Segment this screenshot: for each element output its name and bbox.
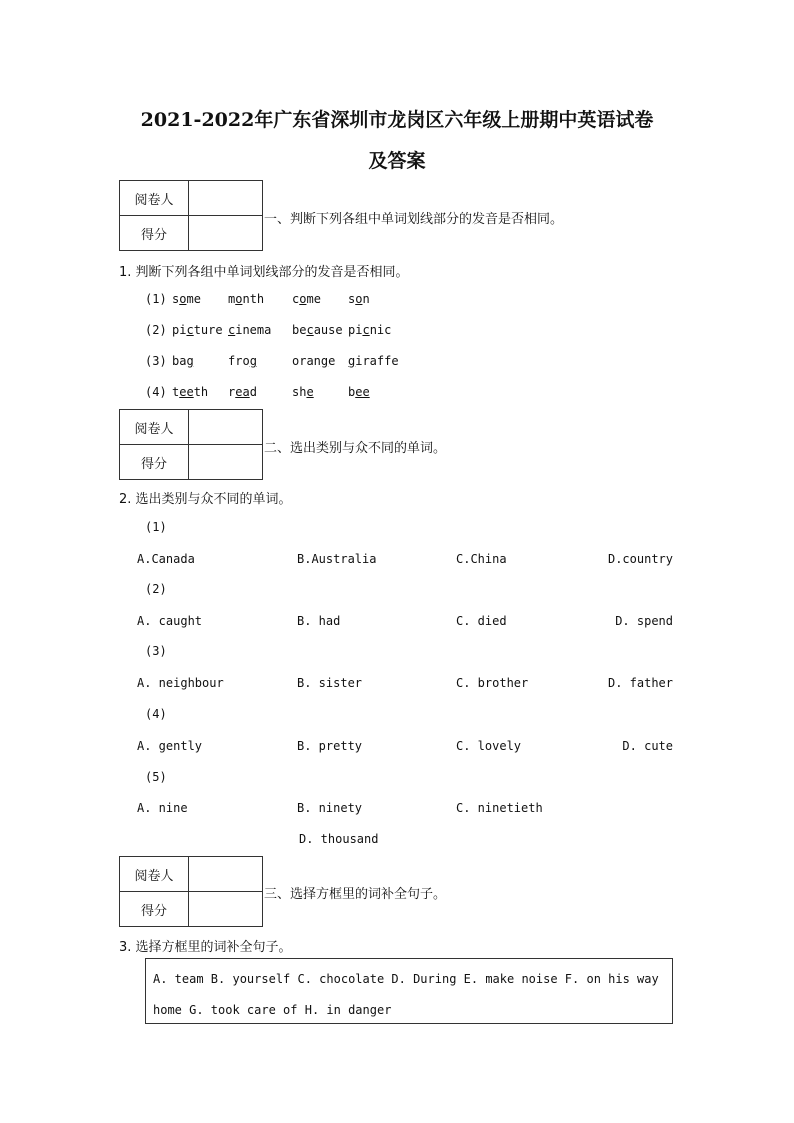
word: some [172,292,201,306]
question-stem: 3. 选择方框里的词补全句子。 [119,940,292,955]
underlined-letters: ee [179,385,194,399]
word: read [228,385,257,399]
underlined-letters: o [355,292,363,306]
word: teeth [172,385,209,399]
score-box [119,856,263,927]
reviewer-cell[interactable] [189,857,263,892]
section-heading: 二、选出类别与众不同的单词。 [264,441,447,456]
choice-option[interactable]: C. lovely [456,739,522,753]
choice-option[interactable]: D. spend [615,614,673,628]
choice-option[interactable]: A.Canada [137,552,195,566]
section-heading: 一、判断下列各组中单词划线部分的发音是否相同。 [264,212,564,227]
underlined-letters: g [186,354,194,368]
underlined-letters: ea [235,385,250,399]
choice-option[interactable]: C. brother [456,676,529,690]
item-number: (5) [145,770,167,784]
section-heading: 三、选择方框里的词补全句子。 [264,887,447,902]
word: cinema [228,323,272,337]
item-number: (3) [145,644,167,658]
choice-option[interactable]: A. caught [137,614,203,628]
item-number: (2) [145,323,167,337]
choice-option[interactable]: C. ninetieth [456,801,543,815]
underlined-letters: c [306,323,314,337]
score-box [119,180,263,251]
word: frog [228,354,257,368]
underlined-letters: c [228,323,236,337]
choice-option[interactable]: B. had [297,614,341,628]
question-stem: 1. 判断下列各组中单词划线部分的发音是否相同。 [119,265,409,280]
underlined-letters: g [320,354,329,368]
word-bank-line: A. team B. yourself C. chocolate D. During E. make noise F. on his way [153,972,659,986]
word: picnic [348,323,392,337]
underlined-letters: ee [355,385,370,399]
underlined-letters: c [362,323,370,337]
choice-option[interactable]: A. nine [137,801,188,815]
score-box [119,409,263,480]
item-number: (1) [145,520,167,534]
choice-option[interactable]: B. pretty [297,739,363,753]
underlined-letters: o [299,292,307,306]
underlined-letters: o [179,292,187,306]
underlined-letters: g [249,354,257,368]
choice-option[interactable]: A. neighbour [137,676,224,690]
word-bank-box [145,958,673,1024]
word: come [292,292,321,306]
score-cell[interactable] [189,892,263,927]
word: giraffe [348,354,399,368]
choice-option[interactable]: D. thousand [299,832,379,846]
item-number: (4) [145,707,167,721]
choice-option[interactable]: D.country [607,552,673,566]
score-label: 得分 [120,445,189,480]
word: she [292,385,314,399]
item-number: (1) [145,292,167,306]
word: picture [172,323,223,337]
question-stem: 2. 选出类别与众不同的单词。 [119,492,292,507]
score-label: 得分 [120,216,189,251]
choice-option[interactable]: C.China [456,552,507,566]
document-title: 2021-2022年广东省深圳市龙岗区六年级上册期中英语试卷 [140,109,654,131]
underlined-letters: o [235,292,243,306]
word: bag [172,354,194,368]
underlined-letters: g [348,354,356,368]
word: month [228,292,265,306]
document-title-line2: 及答案 [368,150,426,172]
item-number: (3) [145,354,167,368]
choice-option[interactable]: B. sister [297,676,363,690]
word: orange [292,354,336,368]
item-number: (2) [145,582,167,596]
choice-option[interactable]: D. cute [622,739,673,753]
underlined-letters: e [306,385,314,399]
word: because [292,323,343,337]
score-cell[interactable] [189,445,263,480]
choice-option[interactable]: A. gently [137,739,203,753]
reviewer-label: 阅卷人 [120,410,189,445]
underlined-letters: c [186,323,194,337]
score-label: 得分 [120,892,189,927]
reviewer-label: 阅卷人 [120,857,189,892]
word-bank-line: home G. took care of H. in danger [153,1003,392,1017]
item-number: (4) [145,385,167,399]
choice-option[interactable]: B. ninety [297,801,363,815]
choice-option[interactable]: B.Australia [297,552,377,566]
reviewer-label: 阅卷人 [120,181,189,216]
score-cell[interactable] [189,216,263,251]
word: son [348,292,370,306]
reviewer-cell[interactable] [189,410,263,445]
choice-option[interactable]: C. died [456,614,507,628]
word: bee [348,385,370,399]
choice-option[interactable]: D. father [607,676,673,690]
reviewer-cell[interactable] [189,181,263,216]
